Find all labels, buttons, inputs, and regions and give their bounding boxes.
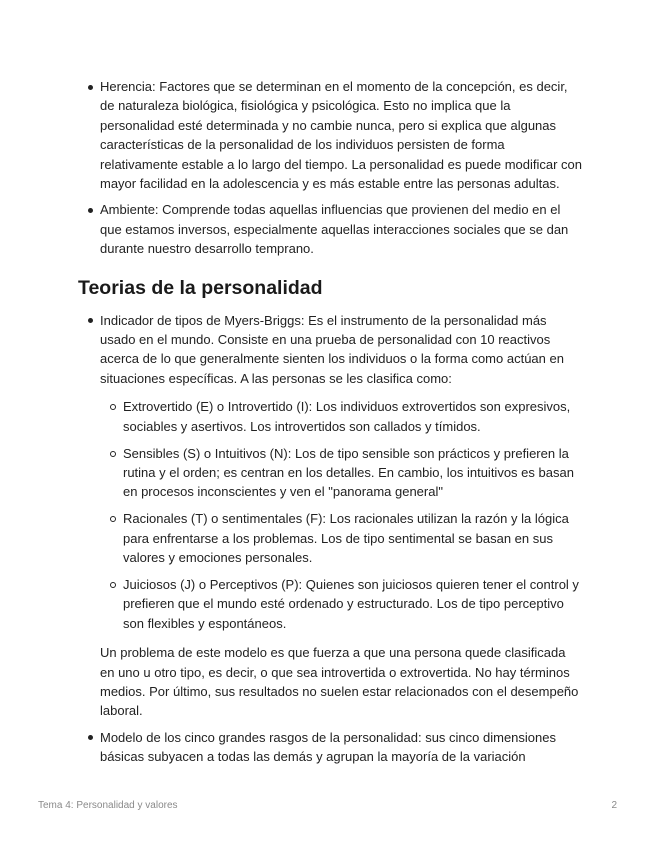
sub-item-extrovertido: Extrovertido (E) o Introvertido (I): Los individuos extrovertidos son expresivos, sociables y asertivos. Los introvertidos son callados y tímidos. — [100, 397, 583, 436]
sub-item-racionales: Racionales (T) o sentimentales (F): Los racionales utilizan la razón y la lógica para enfrentarse a los problemas. Los de tipo sentimental se basan en sus valores y emociones personales. — [100, 509, 583, 567]
list-item-big-five: Modelo de los cinco grandes rasgos de la personalidad: sus cinco dimensiones básicas subyacen a todas las demás y agrupan la mayoría de la variación — [78, 728, 583, 767]
footer-title: Tema 4: Personalidad y valores — [38, 800, 178, 811]
theories-list — [78, 311, 583, 767]
mbti-note: Un problema de este modelo es que fuerza a que una persona quede clasificada en uno u otro tipo, es decir, o que sea introvertida o extrovertida. No hay términos medios. Por último, sus resultados no suelen estar relacionados con el desempeño laboral. — [100, 645, 579, 719]
mbti-sublist — [100, 397, 583, 633]
page-content — [78, 77, 583, 774]
mbti-text: Indicador de tipos de Myers-Briggs: Es el instrumento de la personalidad más usado en el mundo. Consiste en una prueba de personalidad con 10 reactivos acerca de lo que generalmente sienten los individuos o la forma como actúan en situaciones específicas. A las personas se les clasifica como: — [100, 312, 564, 386]
list-item-mbti — [78, 311, 583, 721]
influences-list — [78, 77, 583, 259]
sub-item-juiciosos: Juiciosos (J) o Perceptivos (P): Quienes son juiciosos quieren tener el control y prefieren que el mundo esté ordenado y estructurado. Los de tipo perceptivo son flexibles y espontáneos. — [100, 575, 583, 633]
section-heading: Teorias de la personalidad — [78, 276, 323, 299]
list-item-ambiente: Ambiente: Comprende todas aquellas influencias que provienen del medio en el que estamos inversos, especialmente aquellas interacciones sociales que se dan durante nuestro desarrollo temprano. — [78, 200, 583, 258]
list-item-herencia: Herencia: Factores que se determinan en el momento de la concepción, es decir, de naturaleza biológica, fisiológica y psicológica. Esto no implica que la personalidad esté determinada y no cambie nunca, pero si explica que algunas características de la personalidad de los individuos persisten de forma relativamente estable a lo largo del tiempo. La personalidad es puede modificar con mayor facilidad en la adolescencia y es más estable entre las personas adultas. — [78, 77, 583, 193]
page-number: 2 — [611, 800, 617, 811]
sub-item-sensibles: Sensibles (S) o Intuitivos (N): Los de tipo sensible son prácticos y prefieren la rutina y el orden; es centran en los detalles. En cambio, los intuitivos es basan en procesos inconscientes y ven el "panorama general" — [100, 444, 583, 502]
